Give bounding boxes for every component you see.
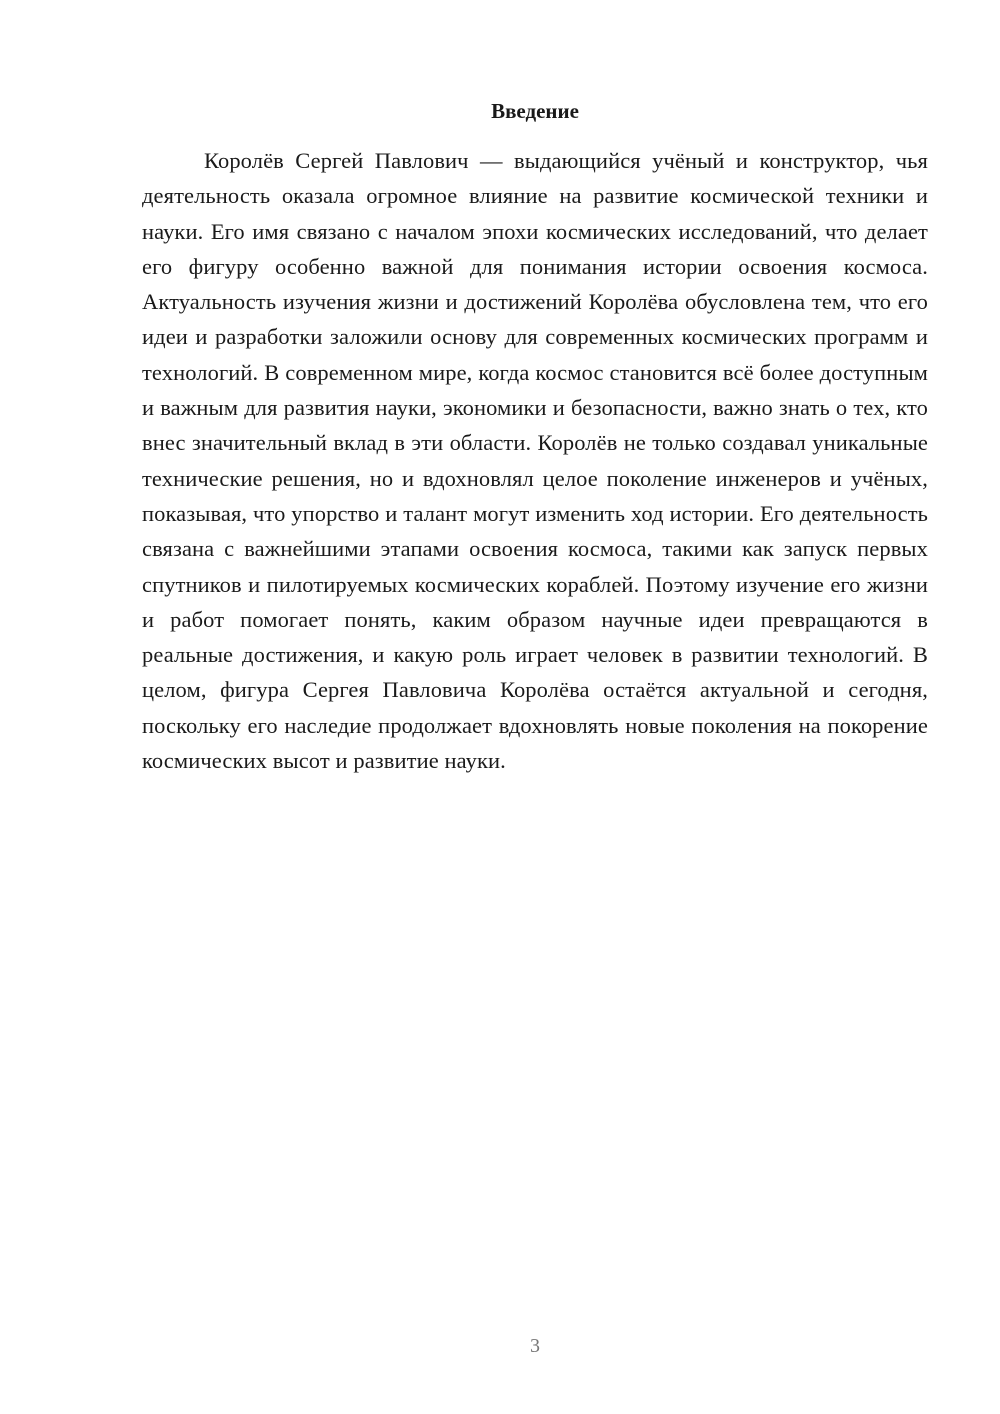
section-heading: Введение (491, 99, 579, 123)
page-number: 3 (530, 1335, 540, 1357)
introduction-paragraph: Королёв Сергей Павлович — выдающийся учёный и конструктор, чья деятельность оказала огромное влияние на развитие космической техники и науки. Его имя связано с началом эпохи космических исследований, что делает его фигуру особенно важной для понимания истории освоения космоса. Актуальность изучения жизни и достижений Королёва обусловлена тем, что его идеи и разработки заложили основу для современных космических программ и технологий. В современном мире, когда космос становится всё более доступным и важным для развития науки, экономики и безопасности, важно знать о тех, кто внес значительный вклад в эти области. Королёв не только создавал уникальные технические решения, но и вдохновлял целое поколение инженеров и учёных, показывая, что упорство и талант могут изменить ход истории. Его деятельность связана с важнейшими этапами освоения космоса, такими как запуск первых спутников и пилотируемых космических кораблей. Поэтому изучение его жизни и работ помогает понять, каким образом научные идеи превращаются в реальные достижения, и какую роль играет человек в развитии технологий. В целом, фигура Сергея Павловича Королёва остаётся актуальной и сегодня, поскольку его наследие продолжает вдохновлять новые поколения на покорение космических высот и развитие науки. (142, 148, 928, 774)
